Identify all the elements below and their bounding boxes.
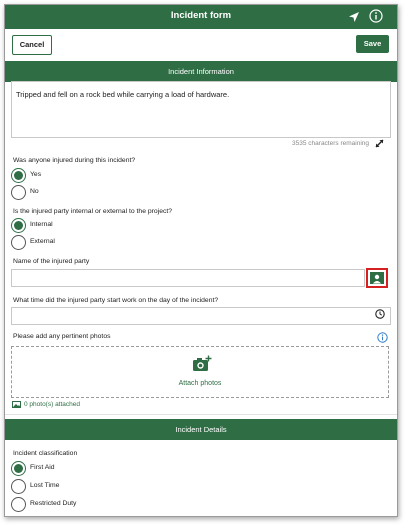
photos-info-icon[interactable]	[377, 332, 388, 343]
attach-photos-label: Attach photos	[178, 380, 222, 387]
contact-person-icon	[370, 272, 384, 284]
classification-lost-time-label: Lost Time	[30, 482, 60, 489]
photos-attached-text: 0 photo(s) attached	[24, 401, 81, 409]
attach-photos-dropzone[interactable]	[11, 346, 389, 398]
photos-attached-count	[12, 401, 80, 408]
injured-yes-radio[interactable]	[11, 168, 26, 183]
party-external-radio[interactable]	[11, 235, 26, 250]
section-header-incident-details: Incident Details	[5, 419, 397, 440]
contact-picker-button[interactable]	[366, 268, 388, 288]
injured-yes-label: Yes	[30, 171, 42, 178]
injured-no-label: No	[30, 188, 39, 195]
injured-question-label: Was anyone injured during this incident?	[13, 157, 136, 164]
injured-no-radio[interactable]	[11, 185, 26, 200]
incident-description-value: Tripped and fell on a rock bed while carrying a load of hardware.	[16, 90, 230, 99]
injured-name-label: Name of the injured party	[13, 258, 90, 265]
cancel-button[interactable]: Cancel	[12, 35, 52, 55]
classification-label: Incident classification	[13, 450, 78, 457]
expand-icon[interactable]	[374, 138, 385, 149]
section-header-incident-information: Incident Information	[5, 61, 397, 82]
page-title: Incident form	[170, 10, 232, 21]
image-icon	[12, 401, 21, 408]
party-external-label: External	[30, 238, 55, 245]
start-time-input[interactable]	[11, 307, 391, 325]
photos-label: Please add any pertinent photos	[13, 333, 111, 340]
navigation-arrow-icon[interactable]	[348, 11, 360, 23]
classification-first-aid-radio[interactable]	[11, 461, 26, 476]
classification-restricted-duty-label: Restricted Duty	[30, 500, 77, 507]
injured-name-input[interactable]	[11, 269, 365, 287]
save-button[interactable]: Save	[356, 35, 389, 53]
start-time-label: What time did the injured party start work on the day of the incident?	[13, 297, 219, 304]
classification-lost-time-radio[interactable]	[11, 479, 26, 494]
info-icon[interactable]	[369, 9, 383, 23]
add-camera-icon	[192, 355, 212, 372]
party-internal-radio[interactable]	[11, 218, 26, 233]
clock-icon[interactable]	[375, 309, 385, 319]
characters-remaining: 3535 characters remaining	[292, 140, 369, 147]
action-bar	[5, 29, 397, 61]
incident-description-textarea[interactable]	[11, 81, 391, 138]
section-divider	[5, 414, 397, 415]
incident-form-window	[4, 4, 398, 517]
party-internal-label: Internal	[30, 221, 53, 228]
classification-restricted-duty-radio[interactable]	[11, 497, 26, 512]
party-type-question-label: Is the injured party internal or external to the project?	[13, 208, 173, 215]
classification-first-aid-label: First Aid	[30, 464, 55, 471]
title-bar	[5, 5, 397, 29]
